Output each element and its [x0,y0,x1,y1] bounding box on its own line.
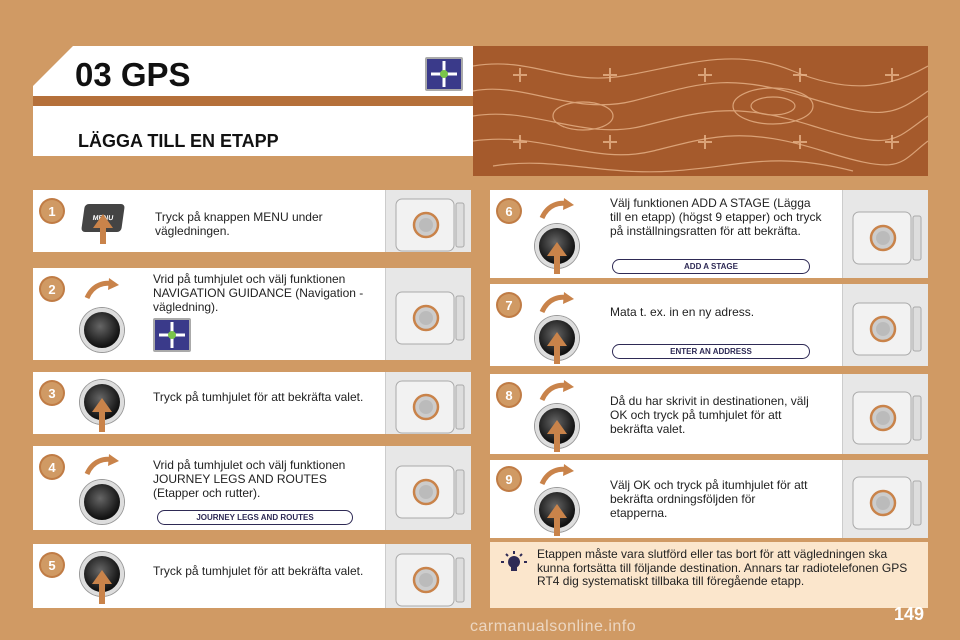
step-number: 6 [498,200,520,222]
step-text: Välj OK och tryck på itumhjulet för att bekräfta ordningsföljden för etapperna. [610,478,808,520]
press-arrow-head-icon [547,420,567,434]
radio-unit-icon [385,190,471,252]
step-text: Tryck på tumhjulet för att bekräfta valet. [153,564,364,578]
step-text: Vrid på tumhjulet och välj funktionen NAVIGATION GUIDANCE (Navigation - vägledning). [153,272,364,314]
radio-unit-icon [842,374,928,454]
press-arrow-head-icon [92,570,112,584]
chapter-title: 03 GPS [75,56,191,93]
tip-box [490,542,928,608]
step-number: 9 [498,468,520,490]
radio-unit-drawing [843,374,929,454]
step-text: Mata t. ex. in en ny adress. [610,305,755,319]
step-number: 8 [498,384,520,406]
step-number: 2 [41,278,63,300]
step-number: 1 [41,200,63,222]
radio-unit-icon [385,544,471,608]
step-number: 7 [498,294,520,316]
press-arrow-head-icon [92,398,112,412]
radio-unit-icon [385,446,471,530]
header-band [33,96,473,106]
section-title: LÄGGA TILL EN ETAPP [78,131,279,151]
press-arrow-head-icon [547,504,567,518]
step-number: 5 [41,554,63,576]
step-text: Tryck på knappen MENU under vägledningen. [155,210,323,238]
radio-unit-drawing [843,190,929,278]
tip-text: Etappen måste vara slutförd eller tas bort för att vägledningen ska kunna fortsätta till följande destination. Annars tar radiotelefonen GPS RT4 dig systematiskt tillbaka till föregående etapp. [537,547,908,588]
step-number: 4 [41,456,63,478]
press-arrow-head-icon [547,332,567,346]
page-number: 149 [894,604,925,624]
step-text: Vrid på tumhjulet och välj funktionen JOURNEY LEGS AND ROUTES (Etapper och rutter). [153,458,346,500]
step-text: Då du har skrivit in destinationen, välj OK och tryck på tumhjulet för att bekräfta valet. [610,394,809,436]
radio-unit-icon [842,460,928,538]
radio-unit-drawing [386,190,472,252]
rotate-arrow-icon [538,378,578,404]
thumbwheel-icon [80,480,124,524]
watermark: carmanualsonline.info [470,618,637,635]
press-arrow-head-icon [93,214,113,228]
step-4 [33,446,471,530]
gps-crossroad-icon [425,57,463,91]
radio-unit-icon [842,190,928,278]
radio-unit-drawing [386,446,472,530]
thumbwheel-icon [80,308,124,352]
lightbulb-icon [500,550,528,578]
radio-unit-icon [385,268,471,360]
enter-address-label: ENTER AN ADDRESS [612,344,810,359]
radio-unit-drawing [386,372,472,434]
radio-unit-icon [842,284,928,366]
journey-legs-label: JOURNEY LEGS AND ROUTES [157,510,353,525]
radio-unit-drawing [843,284,929,366]
step-text: Välj funktionen ADD A STAGE (Lägga till en etapp) (högst 9 etapper) och tryck på inställningsratten för att bekräfta. [610,196,822,238]
step-text: Tryck på tumhjulet för att bekräfta valet. [153,390,364,404]
radio-unit-drawing [386,544,472,608]
rotate-arrow-icon [83,452,123,478]
step-2 [33,268,471,360]
rotate-arrow-icon [538,462,578,488]
radio-unit-drawing [843,460,929,538]
menu-key-icon: MENU [81,204,125,232]
step-6 [490,190,928,278]
radio-unit-drawing [386,268,472,360]
step-7 [490,284,928,366]
rotate-arrow-icon [83,276,123,302]
radio-unit-icon [385,372,471,434]
rotate-arrow-icon [538,196,578,222]
press-arrow-head-icon [547,242,567,256]
step-9 [490,460,928,538]
step-5 [33,544,471,608]
rotate-arrow-icon [538,290,578,316]
add-a-stage-label: ADD A STAGE [612,259,810,274]
step-1 [33,190,471,252]
step-8 [490,374,928,454]
step-number: 3 [41,382,63,404]
step-3 [33,372,471,434]
header-map-image [473,46,928,176]
gps-crossroad-icon [153,318,191,352]
